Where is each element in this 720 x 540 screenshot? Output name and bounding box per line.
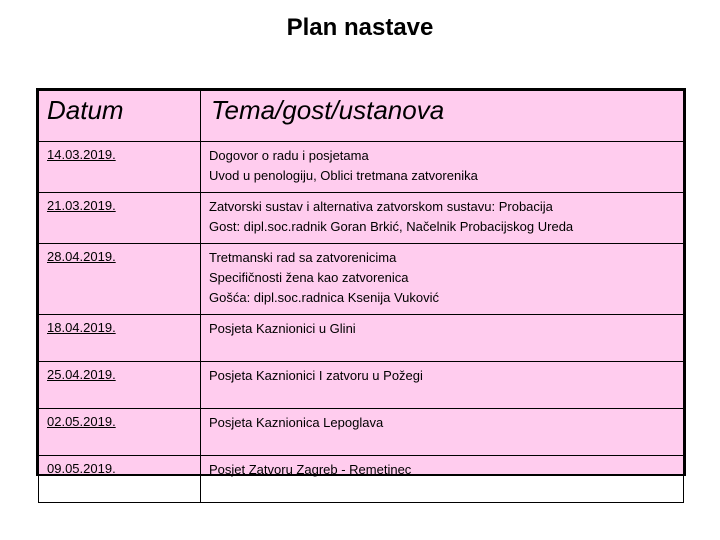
row-topic-line: Posjeta Kaznionici u Glini (209, 321, 356, 336)
row-date: 09.05.2019. (47, 461, 116, 476)
row-topic-line: Uvod u penologiju, Oblici tretmana zatvorenika (209, 168, 478, 183)
page-title: Plan nastave (286, 14, 434, 41)
table-row (39, 409, 684, 456)
row-topic-line: Posjeta Kaznionici I zatvoru u Požegi (209, 368, 423, 383)
row-topic-line: Zatvorski sustav i alternativa zatvorskom sustavu: Probacija (209, 199, 553, 214)
row-topic-line: Posjet Zatvoru Zagreb - Remetinec (209, 462, 412, 477)
row-date: 18.04.2019. (47, 320, 116, 335)
table-header-row (39, 91, 684, 142)
schedule-table (36, 88, 686, 476)
row-date: 28.04.2019. (47, 249, 116, 264)
row-topic-line: Posjeta Kaznionica Lepoglava (209, 415, 384, 430)
row-topic-line: Gošća: dipl.soc.radnica Ksenija Vuković (209, 290, 440, 305)
row-topic-line: Dogovor o radu i posjetama (209, 148, 369, 163)
row-topic-line: Tretmanski rad sa zatvorenicima (209, 250, 397, 265)
row-topic-line: Specifičnosti žena kao zatvorenica (209, 270, 409, 285)
table-row (39, 315, 684, 362)
table-row (39, 362, 684, 409)
table-row (39, 142, 684, 193)
table-row (39, 193, 684, 244)
header-datum: Datum (39, 91, 201, 142)
row-date: 21.03.2019. (47, 198, 116, 213)
row-date: 25.04.2019. (47, 367, 116, 382)
table-row (39, 244, 684, 315)
row-date: 14.03.2019. (47, 147, 116, 162)
row-topic-line: Gost: dipl.soc.radnik Goran Brkić, Načelnik Probacijskog Ureda (209, 219, 574, 234)
row-date: 02.05.2019. (47, 414, 116, 429)
table-row (39, 456, 684, 503)
header-tema: Tema/gost/ustanova (201, 91, 684, 142)
